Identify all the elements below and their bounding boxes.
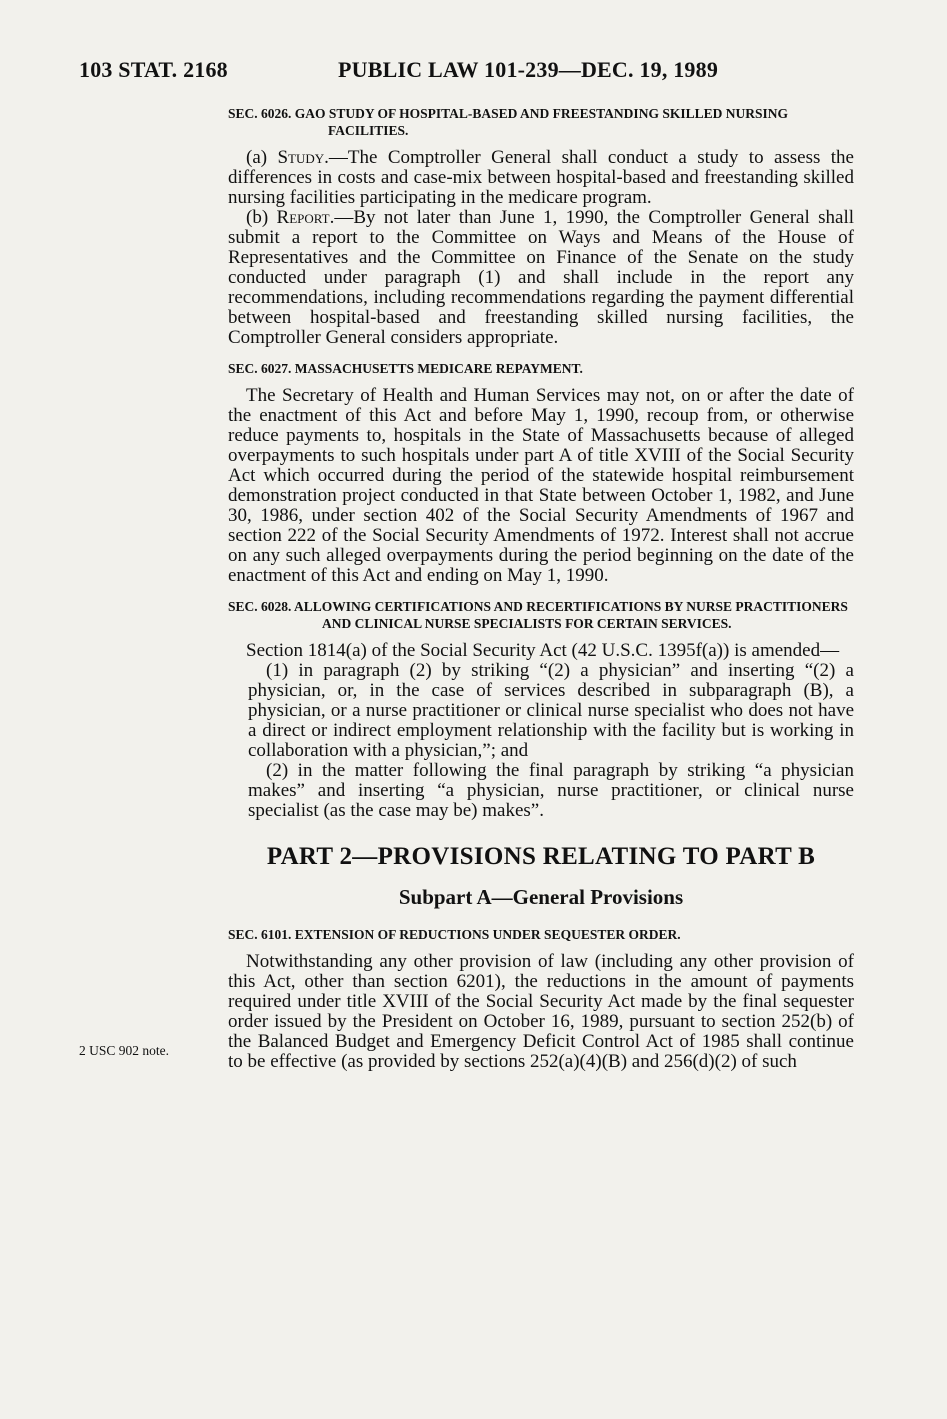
section-6101-text: Notwithstanding any other provision of law (including any other provision of this Act, other than section 6201), the reductions in the amount of payments required under title XVIII of the Social Security Act made by the final sequester order issued by the President on October 16, 1989, pursuant to section 252(b) of the Balanced Budget and Emergency Deficit Control Act of 1985 shall continue to be effective (as provided by sections 252(a)(4)(B) and 256(d)(2) of such	[228, 951, 854, 1072]
section-6026-subsection-a	[228, 148, 854, 208]
section-6101-heading: SEC. 6101. EXTENSION OF REDUCTIONS UNDER SEQUESTER ORDER.	[228, 927, 681, 942]
part-2-title: PART 2—PROVISIONS RELATING TO PART B	[266, 843, 816, 870]
section-6028-intro: Section 1814(a) of the Social Security Act (42 U.S.C. 1395f(a)) is amended—	[246, 640, 840, 661]
subsection-a-caption: Study	[277, 147, 325, 168]
section-6028-item-2: (2) in the matter following the final paragraph by striking “a physician makes” and inserting “a physician, nurse practitioner, or clinical nurse specialist (as the case may be) makes”.	[248, 760, 854, 821]
subsection-b-text: .—By not later than June 1, 1990, the Comptroller General shall submit a report to the Committee on Ways and Means of the House of Representatives and the Committee on Finance of the Senate on the study conducted under paragraph (1) and shall include in the report any recommendations, including recommendations regarding the payment differential between hospital-based and freestanding skilled nursing facilities, the Comptroller General considers appropriate.	[228, 207, 855, 348]
subsection-b-caption: Report	[276, 207, 330, 228]
public-law-title: PUBLIC LAW 101-239—DEC. 19, 1989	[338, 57, 719, 82]
section-6028-item-1: (1) in paragraph (2) by striking “(2) a physician” and inserting “(2) a physician, or, in the case of services described in subparagraph (B), a physician, or a nurse practitioner or clinical nurse specialist who does not have a direct or indirect employment relationship with the facility but is working in collaboration with a physician,”; and	[248, 660, 854, 761]
subpart-a-title: Subpart A—General Provisions	[398, 885, 684, 909]
subsection-a-text: .—The Comptroller General shall conduct a study to assess the differences in costs and case-mix between hospital-based and freestanding skilled nursing facilities participating in the medicare program.	[228, 147, 854, 208]
section-6026-heading: SEC. 6026. GAO STUDY OF HOSPITAL-BASED AND FREESTANDING SKILLED NURSING FACILITIES.	[228, 106, 788, 138]
section-6027-text: The Secretary of Health and Human Services may not, on or after the date of the enactment of this Act and before May 1, 1990, recoup from, or otherwise reduce payments to, hospitals in the State of Massachusetts because of alleged overpayments to such hospitals under part A of title XVIII of the Social Security Act which occurred during the period of the statewide hospital reimbursement demonstration project conducted in that State between October 1, 1982, and June 30, 1986, under section 402 of the Social Security Amendments of 1967 and section 222 of the Social Security Amendments of 1972. Interest shall not accrue on any such alleged overpayments during the period beginning on the date of the enactment of this Act and ending on May 1, 1990.	[228, 385, 854, 586]
stat-citation: 103 STAT. 2168	[79, 57, 228, 82]
margin-note: 2 USC 902 note.	[79, 1043, 170, 1058]
section-6027-heading: SEC. 6027. MASSACHUSETTS MEDICARE REPAYMENT.	[228, 361, 583, 376]
document-body	[228, 105, 854, 1072]
subsection-a-label: (a)	[246, 147, 278, 168]
subsection-b-label: (b)	[246, 207, 277, 228]
section-6026-subsection-b	[228, 208, 854, 348]
section-6028-heading: SEC. 6028. ALLOWING CERTIFICATIONS AND RECERTIFICATIONS BY NURSE PRACTITIONERS AND CLINICAL NURSE SPECIALISTS FOR CERTAIN SERVICES.	[228, 599, 848, 631]
